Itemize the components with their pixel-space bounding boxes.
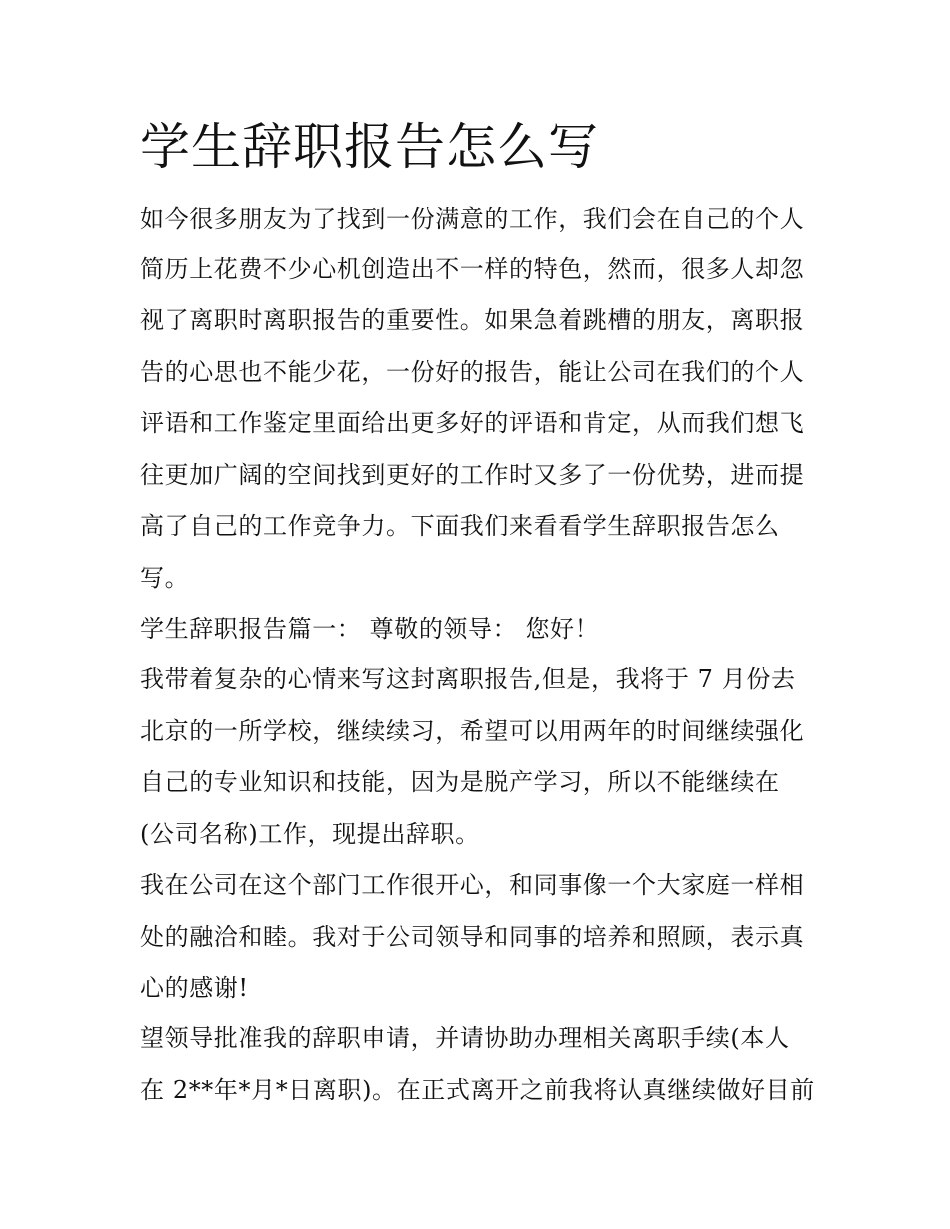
text-line: (公司名称)工作，现提出辞职。 [140,820,480,848]
text-line: 在 2**年*月*日离职)。在正式离开之前我将认真继续做好目前 [140,1076,815,1104]
text-line: 写。 [140,564,190,592]
text-line: 心的感谢! [140,974,249,1002]
text-line: 视了离职时离职报告的重要性。如果急着跳槽的朋友，离职报 [140,306,805,334]
text-line: 评语和工作鉴定里面给出更多好的评语和肯定，从而我们想飞 [140,409,805,437]
text-line: 我在公司在这个部门工作很开心，和同事像一个大家庭一样相 [140,871,805,899]
text-line: 告的心思也不能少花，一份好的报告，能让公司在我们的个人 [140,358,805,386]
text-line: 望领导批准我的辞职申请，并请协助办理相关离职手续(本人 [140,1024,790,1052]
text-line: 处的融洽和睦。我对于公司领导和同事的培养和照顾，表示真 [140,923,805,951]
section-heading-line: 学生辞职报告篇一： 尊敬的领导： 您好！ [140,615,600,643]
text-line: 如今很多朋友为了找到一份满意的工作，我们会在自己的个人 [140,205,805,233]
text-line: 北京的一所学校，继续续习，希望可以用两年的时间继续强化 [140,717,805,745]
text-line: 高了自己的工作竞争力。下面我们来看看学生辞职报告怎么 [140,512,780,540]
text-line: 简历上花费不少心机创造出不一样的特色，然而，很多人却忽 [140,255,805,283]
text-line: 自己的专业知识和技能，因为是脱产学习，所以不能继续在 [140,768,780,796]
document-title: 学生辞职报告怎么写 [140,118,599,176]
text-line: 往更加广阔的空间找到更好的工作时又多了一份优势，进而提 [140,461,805,489]
text-line: 我带着复杂的心情来写这封离职报告,但是，我将于 7 月份去 [140,665,796,693]
